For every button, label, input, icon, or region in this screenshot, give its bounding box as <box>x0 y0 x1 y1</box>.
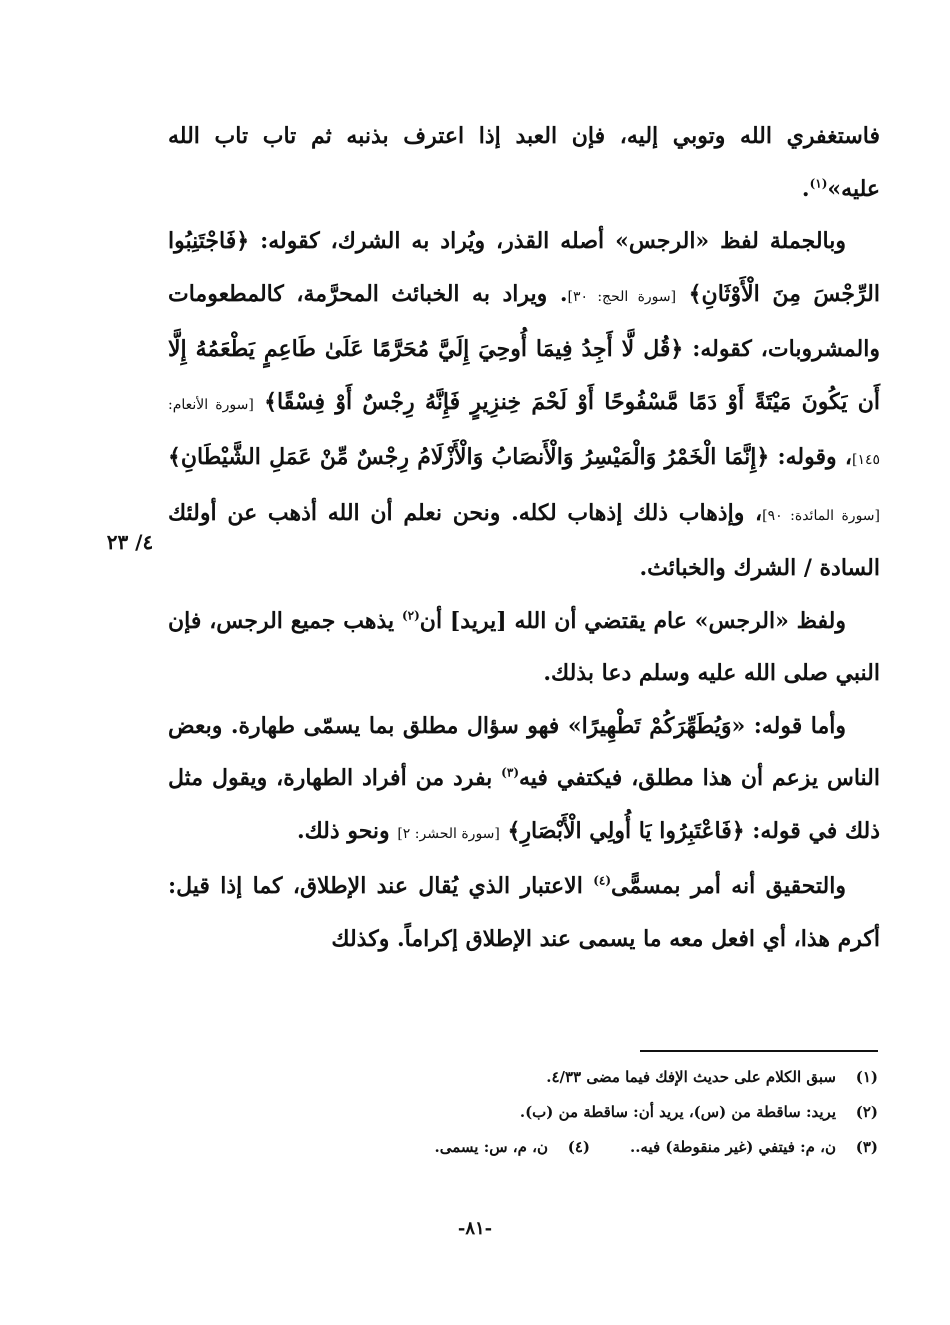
paragraph-3: ولفظ «الرجس» عام يقتضي أن الله [يريد] أن$^{(٢)}$ يذهب جميع الرجس، فإن النبي صلى الله عليه وسلم دعا بذلك. <box>168 607 880 686</box>
quran-verse: ﴿إِنَّمَا الْخَمْرُ وَالْمَيْسِرُ وَالْأَنصَابُ وَالْأَزْلَامُ رِجْسٌ مِّنْ عَمَلِ الشَّيْطَانِ﴾ <box>168 444 770 470</box>
quran-verse: ﴿فَاجْتَنِبُوا الرِّجْسَ مِنَ الْأَوْثَانِ﴾ <box>168 228 880 307</box>
footnote-text: سبق الكلام على حديث الإفك فيما مضى ٤/٣٣. <box>546 1068 836 1086</box>
footnote-divider <box>640 1050 878 1052</box>
footnote-ref: (٣) <box>501 765 519 780</box>
footnote-number: (٣) <box>855 1138 878 1156</box>
footnote-3-4 <box>168 1130 878 1165</box>
margin-volume-page-ref: ٤/ ٢٣ <box>106 530 154 554</box>
verse-citation: [سورة الحشر: ٢] <box>397 825 500 842</box>
paragraph-5: والتحقيق أنه أمر بمسمًّى$^{(٤)}$ الاعتبار الذي يُقال عند الإطلاق، كما إذا قيل: أكرم هذا، أي افعل معه ما يسمى عند الإطلاق إكراماً. وكذلك <box>168 873 880 952</box>
page-number: -٨١- <box>457 1218 493 1239</box>
footnotes <box>168 1060 878 1165</box>
quran-verse: ﴿قُل لَّا أَجِدُ فِيمَا أُوحِيَ إِلَيَّ مُحَرَّمًا عَلَىٰ طَاعِمٍ يَطْعَمُهُ إِلَّا أَن يَكُونَ مَيْتَةً أَوْ دَمًا مَّسْفُوحًا أَوْ لَحْمَ خِنزِيرٍ فَإِنَّهُ رِجْسٌ أَوْ فِسْقًا﴾ <box>168 336 880 415</box>
paragraph-2: وبالجملة لفظ «الرجس» أصله القذر، ويُراد به الشرك، كقوله: ﴿فَاجْتَنِبُوا الرِّجْسَ مِنَ الْأَوْثَانِ﴾ [سورة الحج: ٣٠]. ويراد به الخبائث المحرَّمة، كالمطعومات والمشروبات، كقوله: ﴿قُل لَّا أَجِدُ فِيمَا أُوحِيَ إِلَيَّ مُحَرَّمًا عَلَىٰ طَاعِمٍ يَطْعَمُهُ إِلَّا أَن يَكُونَ مَيْتَةً أَوْ دَمًا مَّسْفُوحًا أَوْ لَحْمَ خِنزِيرٍ فَإِنَّهُ رِجْسٌ أَوْ فِسْقًا﴾ [سورة الأنعام: ١٤٥]، وقوله: ﴿إِنَّمَا الْخَمْرُ وَالْمَيْسِرُ وَالْأَنصَابُ وَالْأَزْلَامُ رِجْسٌ مِّنْ عَمَلِ الشَّيْطَانِ﴾ [سورة المائدة: ٩٠]، وإذهاب ذلك إذهاب لكله. ونحن نعلم أن الله أذهب عن أولئك السادة / الشرك والخبائث. <box>168 228 880 581</box>
footnote-1 <box>168 1060 878 1095</box>
footnote-ref: (٤) <box>593 873 612 888</box>
paragraph-4: وأما قوله: «وَيُطَهِّرَكُمْ تَطْهِيرًا» فهو سؤال مطلق بما يسمّى طهارة. وبعض الناس يزعم أن هذا مطلق، فيكتفي فيه$^{(٣)}$ بفرد من أفراد الطهارة، ويقول مثل ذلك في قوله: ﴿فَاعْتَبِرُوا يَا أُولِي الْأَبْصَارِ﴾ [سورة الحشر: ٢] ونحو ذلك. <box>168 712 880 844</box>
footnote-text: ن، م: فيتفي (غير منقوطة) فيه.. <box>629 1138 836 1156</box>
verse-citation: [سورة الحج: ٣٠] <box>567 288 677 305</box>
footnote-number: (٤) <box>567 1138 590 1156</box>
main-text <box>168 110 880 965</box>
verse-citation: [سورة المائدة: ٩٠] <box>762 507 880 524</box>
footnote-ref: (٢) <box>401 608 420 623</box>
footnote-text: يريد: ساقطة من (س)، يريد أن: ساقطة من (ب). <box>519 1103 836 1121</box>
quran-verse: ﴿فَاعْتَبِرُوا يَا أُولِي الْأَبْصَارِ﴾ <box>507 817 745 844</box>
verse-citation: [سورة الأنعام: ١٤٥] <box>168 396 880 468</box>
footnote-2 <box>168 1095 878 1130</box>
footnote-text: ن، م، س: يسمى. <box>434 1138 548 1156</box>
footnote-ref: (١) <box>809 176 828 191</box>
paragraph-1: فاستغفري الله وتوبي إليه، فإن العبد إذا اعترف بذنبه ثم تاب تاب الله عليه»$^{(١)}$. <box>168 123 880 202</box>
footnote-number: (١) <box>855 1068 878 1086</box>
footnote-number: (٢) <box>855 1103 878 1121</box>
